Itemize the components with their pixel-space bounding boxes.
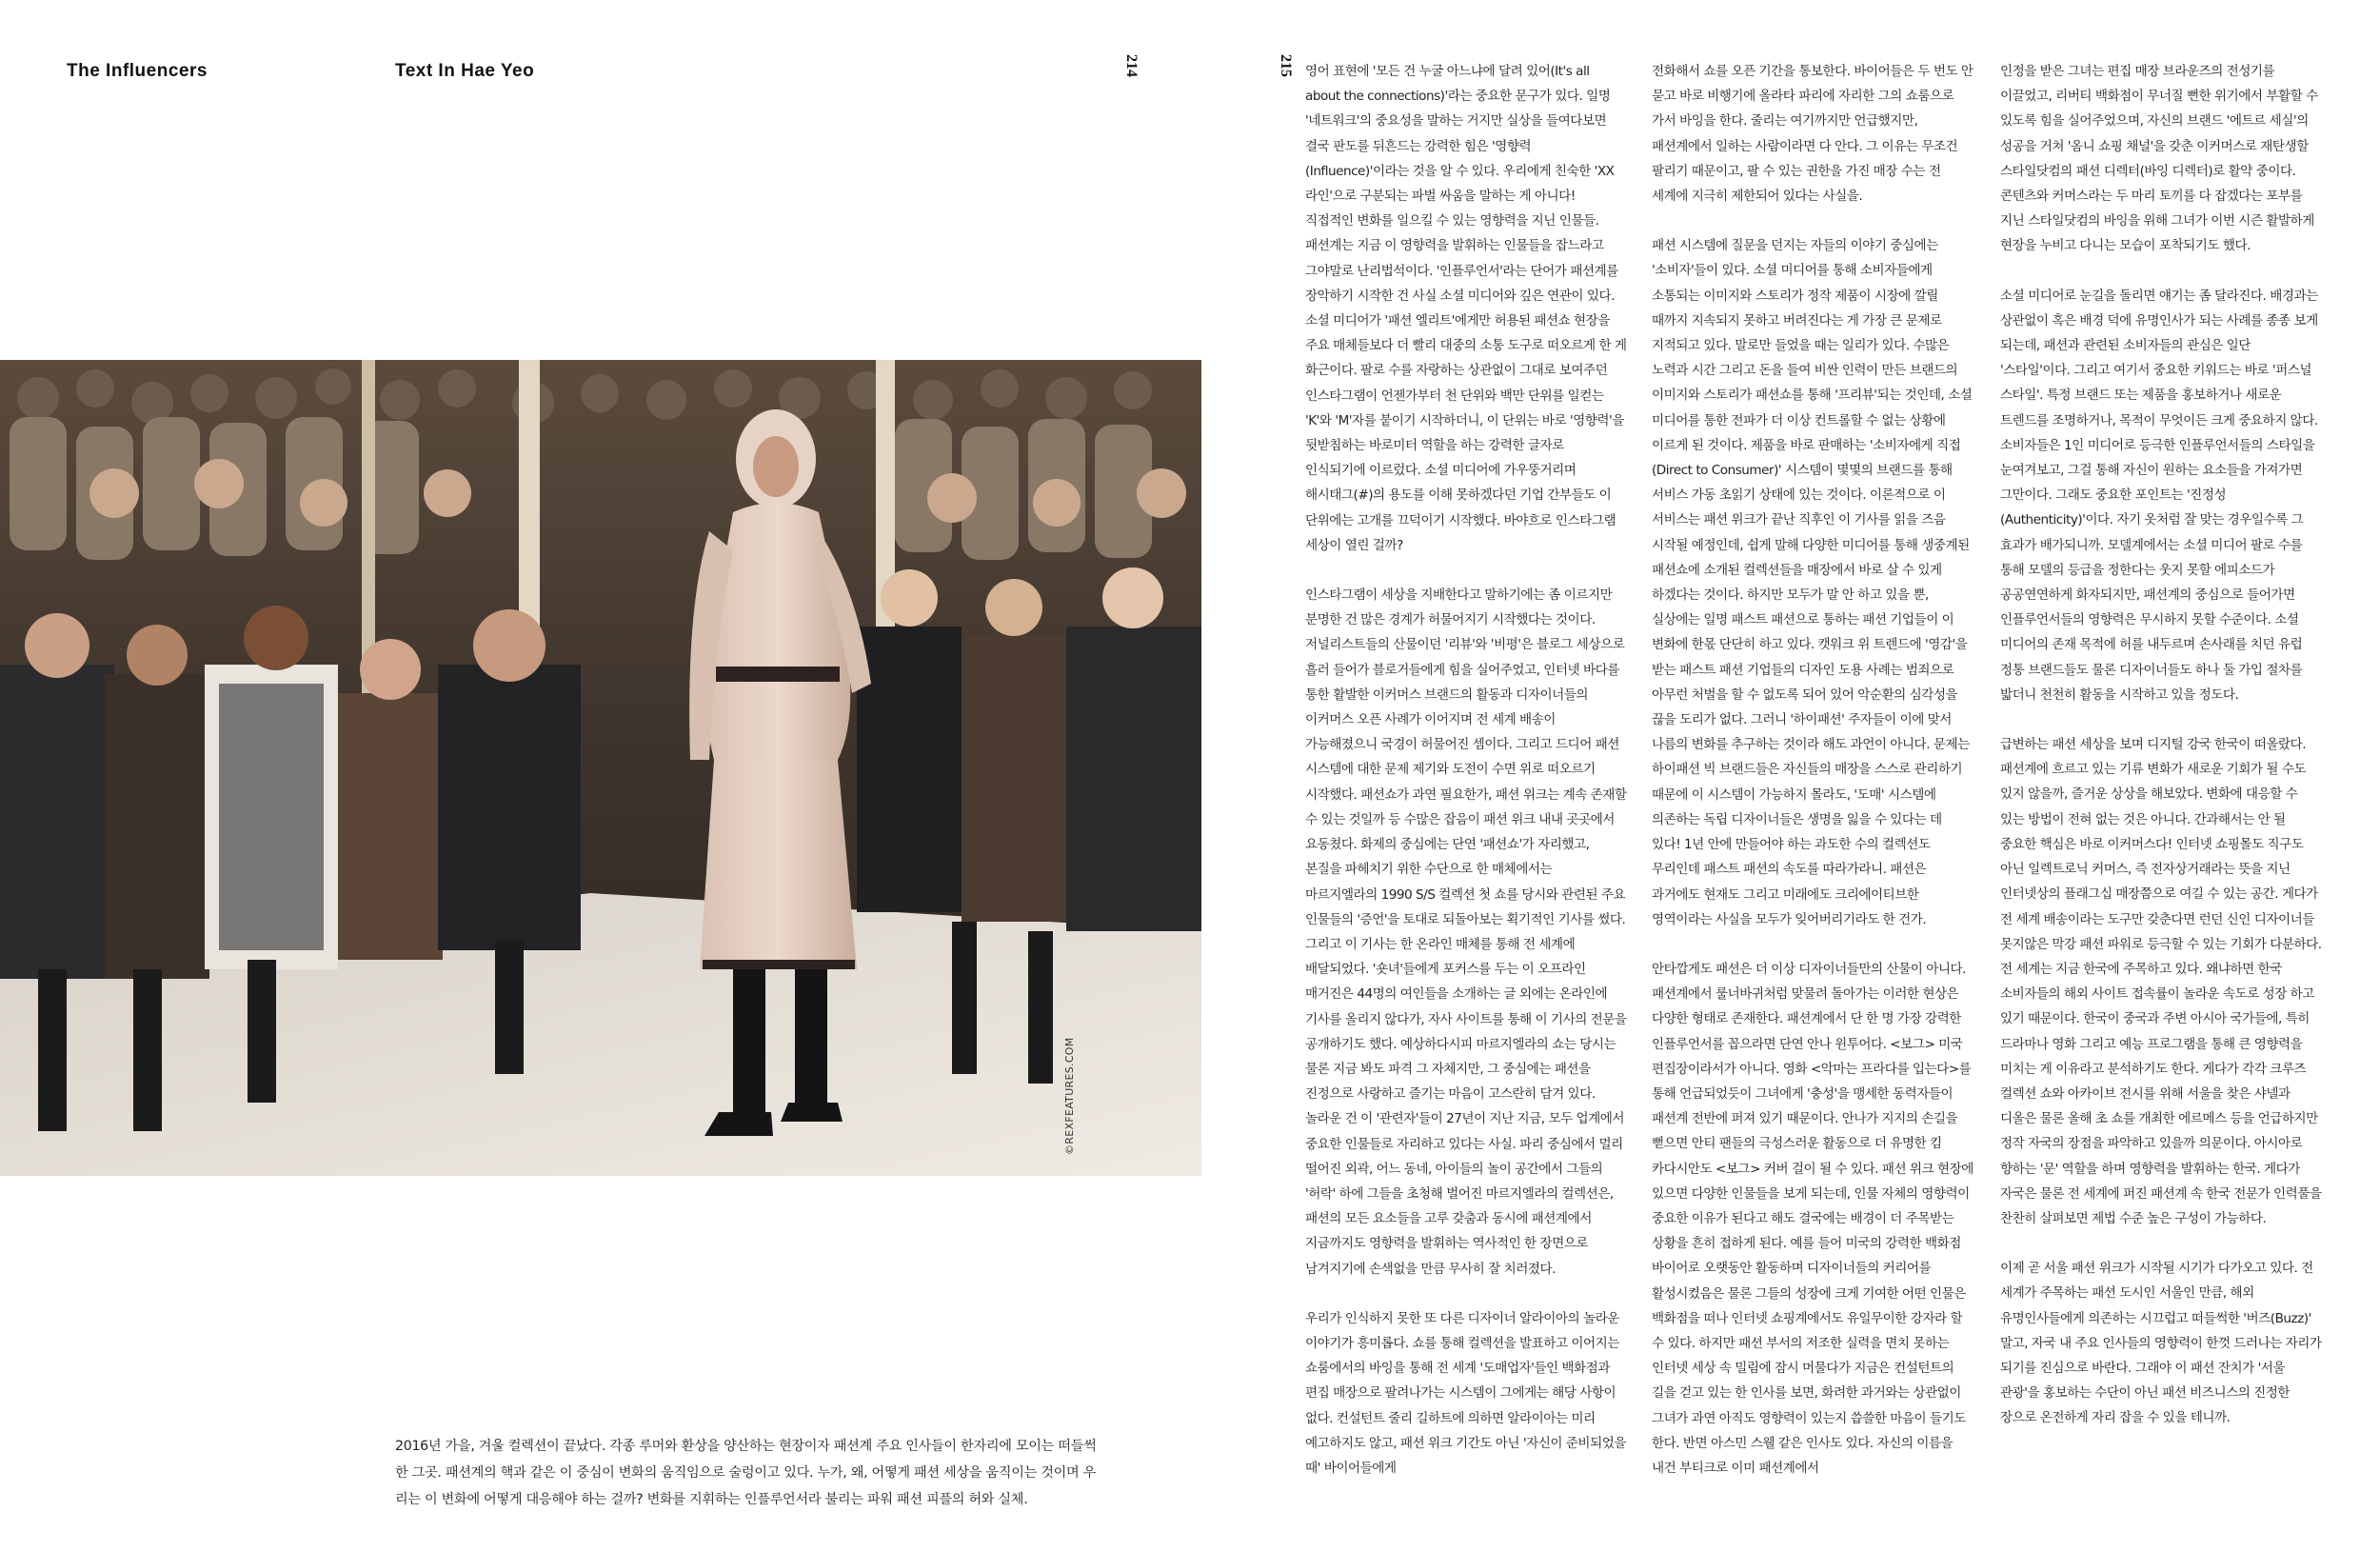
paragraph: 우리가 인식하지 못한 또 다른 디자이너 알라이아의 놀라운 이야기가 흥미롭다. 쇼를 통해 컬렉션을 발표하고 이어지는 쇼룸에서의 바잉을 통해 전 세계 '도매업자'들인 백화점과 편집 매장으로 팔려나가는 시스템이 그에게는 해당 사항이 없다. 컨설턴트 줄리 길하트에 의하면 알라이아는 미리 예고하지도 않고, 패션 위크 기간도 아닌 '자신이 준비되었을 때' 바이어들에게 — [1305, 1310, 1626, 1476]
paragraph: 급변하는 패션 세상을 보며 디지털 강국 한국이 떠올랐다. 패션계에 흐르고 있는 기류 변화가 새로운 기회가 될 수도 있지 않을까, 즐거운 상상을 해보았다. 변화에 대응할 수 있는 방법이 전혀 없는 것은 아니다. 간과해서는 안 될 중요한 핵심은 바로 이커머스다! 인터넷 쇼핑몰도 직구도 아닌 일렉트로닉 커머스, 즉 전자상거래라는 뜻을 지닌 인터넷상의 플래그십 매장쯤으로 여길 수 있는 공간. 게다가 전 세계 배송이라는 도구만 갖춘다면 런던 신인 디자이너들 못지않은 막강 패션 파워로 등극할 수 있는 기회가 다분하다. 전 세계는 지금 한국에 주목하고 있다. 왜냐하면 한국 소비자들의 해외 사이트 접속률이 놀라운 속도로 성장 하고 있기 때문이다. 한국이 중국과 주변 아시아 국가들에, 특히 드라마나 영화 그리고 예능 프로그램을 통해 큰 영향력을 미치는 게 이유라고 분석하기도 한다. 게다가 각각 크루즈 컬렉션 쇼와 아카이브 전시를 위해 서울을 찾은 샤넬과 디올은 물론 올해 초 쇼를 개최한 에르메스 등을 언급하지만 정작 자국의 장점을 파악하고 있을까 의문이다. 아시아로 향하는 '문' 역할을 하며 영향력을 발휘하는 한국. 게다가 자국은 물론 전 세계에 퍼진 패션계 속 한국 전문가 인력풀을 찬찬히 살펴보면 제법 수준 높은 구성이 가능하다. — [2000, 737, 2322, 1226]
text-column-2 — [1652, 59, 1973, 1505]
paragraph: 패션 시스템에 질문을 던지는 자들의 이야기 중심에는 '소비자'들이 있다. 소셜 미디어를 통해 소비자들에게 소통되는 이미지와 스토리가 정작 제품이 시장에 깔릴 때까지 지속되지 못하고 버려진다는 게 가장 큰 문제로 지적되고 있다. 말로만 들었을 때는 일리가 있다. 수많은 노력과 시간 그리고 돈을 들여 비싼 인력이 만든 브랜드의 이미지와 스토리가 패션쇼를 통해 '프리뷰'되는 것인데, 소셜 미디어를 통한 전파가 더 이상 컨트롤할 수 없는 상황에 이르게 된 것이다. 제품을 바로 판매하는 '소비자에게 직접(Direct to Consumer)' 시스템이 몇몇의 브랜드를 통해 서비스 가동 초읽기 상태에 있는 것이다. 이론적으로 이 서비스는 패션 위크가 끝난 직후인 이 기사를 읽을 즈음 시작될 예정인데, 쉽게 말해 다양한 미디어를 통해 생중계된 패션쇼에 소개된 컬렉션들을 매장에서 바로 살 수 있게 하겠다는 것이다. 하지만 모두가 말 안 하고 있을 뿐, 실상에는 일명 패스트 패션으로 통하는 패션 기업들이 이 변화에 한몫 단단히 하고 있다. 캣워크 위 트렌드에 '영감'을 받는 패스트 패션 기업들의 디자인 도용 사례는 범죄으로 아무런 처벌을 할 수 없도록 되어 있어 악순환의 심각성을 끊을 도리가 없다. 그러니 '하이패션' 주자들이 이에 맞서 나름의 변화를 추구하는 것이라 해도 과언이 아니다. 문제는 하이패션 빅 브랜드들은 자신들의 매장을 스스로 관리하기 때문에 이 시스템이 가능하지 몰라도, '도매' 시스템에 의존하는 독립 디자이너들은 생명을 잃을 수 있다는 데 있다! 1년 안에 만들어야 하는 과도한 수의 컬렉션도 무리인데 패스트 패션의 속도를 따라가라니. 패션은 과거에도 현재도 그리고 미래에도 크리에이티브한 영역이라는 사실을 모두가 잊어버리기라도 한 건가. — [1652, 238, 1973, 927]
paragraph: 안타깝게도 패션은 더 이상 디자이너들만의 산물이 아니다. 패션계에서 룰너바귀처럼 맞물려 돌아가는 이러한 현상은 다양한 형태로 존재한다. 패션계에서 단 한 명 가장 강력한 인플루언서를 꼽으라면 단연 안나 윈투어다. <보그> 미국 편집장이라서가 아니다. 영화 <악마는 프라다를 입는다>를 통해 언급되었듯이 그녀에게 '충성'을 맹세한 동력자들이 패션계 전반에 퍼져 있기 때문이다. 안나가 지지의 손길을 뻗으면 안티 팬들의 극성스러운 활동으로 더 유명한 킴 카다시안도 <보그> 커버 걸이 될 수 있다. 패션 위크 현장에 있으면 다양한 인물들을 보게 되는데, 인물 자체의 영향력이 중요한 이유가 된다고 해도 결국에는 배경이 더 주목받는 상황을 흔히 접하게 된다. 예를 들어 미국의 강력한 백화점 바이어로 오랫동안 활동하며 디자이너들의 커리어를 활성시켰음은 물론 그들의 성장에 크게 기여한 어떤 인물은 백화점을 떠나 인터넷 쇼핑계에서도 유일무이한 강자라 할 수 있다. 하지만 패션 부서의 저조한 실력을 면치 못하는 인터넷 세상 속 밀림에 잠시 머물다가 지금은 컨설턴트의 길을 걷고 있는 한 인사를 보면, 화려한 과거와는 상관없이 그녀가 과연 아직도 영향력이 있는지 씁쓸한 마음이 들기도 한다. 반면 아스민 스웰 같은 인사도 있다. 자신의 이름을 내건 부티크로 이미 패션계에서 — [1652, 961, 1973, 1476]
paragraph: 전화해서 쇼를 오픈 기간을 통보한다. 바이어들은 두 번도 안 묻고 바로 비행기에 올라타 파리에 자리한 그의 쇼룸으로 가서 바잉을 한다. 줄리는 여기까지만 언급했지만, 패션계에서 일하는 사람이라면 다 안다. 그 이유는 무조건 팔리기 때문이고, 팔 수 있는 권한을 가진 매장 수는 전 세계에 지극히 제한되어 있다는 사실을. — [1652, 64, 1973, 205]
byline: Text In Hae Yeo — [395, 61, 535, 81]
paragraph: 영어 표현에 '모든 건 누굴 아느냐에 달려 있어(It's all about the connections)'라는 중요한 문구가 있다. 일명 '네트워크'의 중요성을 말하는 거지만 실상을 들여다보면 결국 판도를 뒤흔드는 강력한 힘은 '영향력(Influence)'이라는 것을 알 수 있다. 우리에게 친숙한 'XX 라인'으로 구분되는 파벌 싸움을 말하는 게 아니다! 직접적인 변화를 일으킬 수 있는 영향력을 지닌 인물들. 패션계는 지금 이 영향력을 발휘하는 인물들을 잡느라고 그야말로 난리법석이다. '인플루언서'라는 단어가 패션계를 장악하기 시작한 건 사실 소셜 미디어와 깊은 연관이 있다. 소셜 미디어가 '패션 엘리트'에게만 허용된 패션쇼 현장을 주요 매체들보다 더 빨리 대중의 소통 도구로 떠오르게 한 게 화근이다. 팔로 수를 자랑하는 상관없이 그대로 보여주던 인스타그램이 언젠가부터 천 단위와 백만 단위를 일컫는 'K'와 'M'자를 붙이기 시작하더니, 이 단위는 바로 '영향력'을 뒷받침하는 바로미터 역할을 하는 강력한 글자로 인식되기에 이르렀다. 소셜 미디어에 가우뚱거리며 해시태그(#)의 용도를 이해 못하겠다던 기업 간부들도 이 단위에는 고개를 끄덕이기 시작했다. 바야흐로 인스타그램 세상이 열린 걸까? — [1305, 64, 1627, 553]
runway-photo-illustration — [0, 360, 1201, 1176]
paragraph: 이제 곧 서울 패션 위크가 시작될 시기가 다가오고 있다. 전 세계가 주목하는 패션 도시인 서울인 만큼, 해외 유명인사들에게 의존하는 시끄럽고 떠들썩한 '버즈(Buzz)' 말고, 자국 내 주요 인사들의 영향력이 한껏 드러나는 자리가 되기를 진심으로 바란다. 그래야 이 패션 잔치가 '서울 관광'을 홍보하는 수단이 아닌 패션 비즈니스의 진정한 장으로 온전하게 자리 잡을 수 있을 테니까. — [2000, 1261, 2322, 1426]
section-title: The Influencers — [67, 61, 208, 81]
paragraph: 인정을 받은 그녀는 편집 매장 브라운즈의 전성기를 이끌었고, 리버티 백화점이 무너질 뻔한 위기에서 부활할 수 있도록 힘을 실어주었으며, 자신의 브랜드 '에트르 세실'의 성공을 거쳐 '옴니 쇼핑 채널'을 갖춘 이커머스로 재탄생할 스타일닷컴의 패션 디렉터(바잉 디렉터)로 활약 중이다. 콘텐츠와 커머스라는 두 마리 토끼를 다 잡겠다는 포부를 지닌 스타일닷컴의 바잉을 위해 그녀가 이번 시즌 활발하게 현장을 누비고 다니는 모습이 포착되기도 했다. — [2000, 64, 2318, 254]
photo-credit: ©REXFEATURES.COM — [1063, 1037, 1076, 1155]
paragraph: 인스타그램이 세상을 지배한다고 말하기에는 좀 이르지만 분명한 건 많은 경계가 허물어지기 시작했다는 것이다. 저널리스트들의 산물이던 '리뷰'와 '비평'은 블로그 세상으로 흘러 들어가 블로거들에게 힘을 실어주었고, 인터넷 바다를 통한 활발한 이커머스 브랜드의 활동과 디자이너들의 이커머스 오픈 사례가 이어지며 전 세계 배송이 가능해졌으니 국경이 허물어진 셈이다. 그리고 드디어 패션 시스템에 대한 문제 제기와 도전이 수면 위로 떠오르기 시작했다. 패션쇼가 과연 필요한가, 패션 위크는 계속 존재할 수 있는 것일까 등 수많은 잡음이 패션 위크 내내 곳곳에서 요동쳤다. 화제의 중심에는 단연 '패션쇼'가 자리했고, 본질을 파헤치기 위한 수단으로 한 매체에서는 마르지엘라의 1990 S/S 컬렉션 첫 쇼를 당시와 관련된 주요 인물들의 '증언'을 토대로 되돌아보는 획기적인 기사를 썼다. 그리고 이 기사는 한 온라인 매체를 통해 전 세계에 배달되었다. '숏녀'들에게 포커스를 두는 이 오프라인 매거진은 44명의 여인들을 소개하는 글 외에는 온라인에 기사를 올리지 않다가, 자사 사이트를 통해 이 기사의 전문을 공개하기도 했다. 예상하다시피 마르지엘라의 쇼는 당시는 물론 지금 봐도 파격 그 자체지만, 그 중심에는 패션을 진정으로 사랑하고 즐기는 마음이 고스란히 담겨 있다. 놀라운 건 이 '관련자'들이 27년이 지난 지금, 모두 업계에서 중요한 인물들로 자리하고 있다는 사실. 파리 중심에서 멀리 떨어진 외곽, 어느 동네, 아이들의 놀이 공간에서 그들의 '허락' 하에 그들을 초청해 벌어진 마르지엘라의 컬렉션은, 패션의 모든 요소들을 고루 갖춤과 동시에 패션계에서 지금까지도 영향력을 발휘하는 역사적인 한 장면으로 남겨지기에 손색없을 만큼 무사히 잘 치러졌다. — [1305, 587, 1627, 1277]
page-number-right: 215 — [1278, 54, 1294, 77]
runway-photo — [0, 360, 1201, 1176]
right-page — [1190, 0, 2380, 1552]
text-column-3 — [2000, 59, 2322, 1456]
paragraph: 소셜 미디어로 눈길을 돌리면 얘기는 좀 달라진다. 배경과는 상관없이 혹은 배경 덕에 유명인사가 되는 사례를 종종 보게 되는데, 패션과 관련된 소비자들의 관심은 일단 '스타일'이다. 그리고 여기서 중요한 키워드는 바로 '퍼스널 스타일'. 특정 브랜드 또는 제품을 홍보하거나 새로운 트렌드를 조명하거나, 목적이 무엇이든 크게 중요하지 않다. 소비자들은 1인 미디어로 등극한 인플루언서들의 스타일을 눈여겨보고, 그걸 통해 자신이 원하는 요소들을 가져가면 그만이다. 그래도 중요한 포인트는 '진정성(Authenticity)'이다. 자기 옷처럼 잘 맞는 경우일수록 그 효과가 배가되니까. 모델계에서는 소셜 미디어 팔로 수를 통해 모델의 등급을 정한다는 웃지 못할 에피소드가 공공연연하게 화자되지만, 패션계의 중심으로 들어가면 인플루언서들의 영향력은 무시하지 못할 수준이다. 소셜 미디어의 존재 목적에 허를 내두르며 손사래를 치던 유럽 정통 브랜드들도 물론 디자이너들도 하나 둘 가입 절차를 밟더니 천천히 활동을 시작하고 있을 정도다. — [2000, 288, 2318, 703]
photo-caption: 2016년 가을, 겨울 컬렉션이 끝났다. 각종 루머와 환상을 양산하는 현장이자 패션계 주요 인사들이 한자리에 모이는 떠들썩한 그곳. 패션계의 핵과 같은 이 중심이 변화의 움직임으로 술렁이고 있다. 누가, 왜, 어떻게 패션 세상을 움직이는 것이며 우리는 이 변화에 어떻게 대응해야 하는 걸까? 변화를 지휘하는 인플루언서라 불리는 파워 패션 피플의 허와 실체. — [395, 1439, 1097, 1507]
text-column-1 — [1305, 59, 1627, 1505]
page-number-left: 214 — [1123, 54, 1140, 77]
